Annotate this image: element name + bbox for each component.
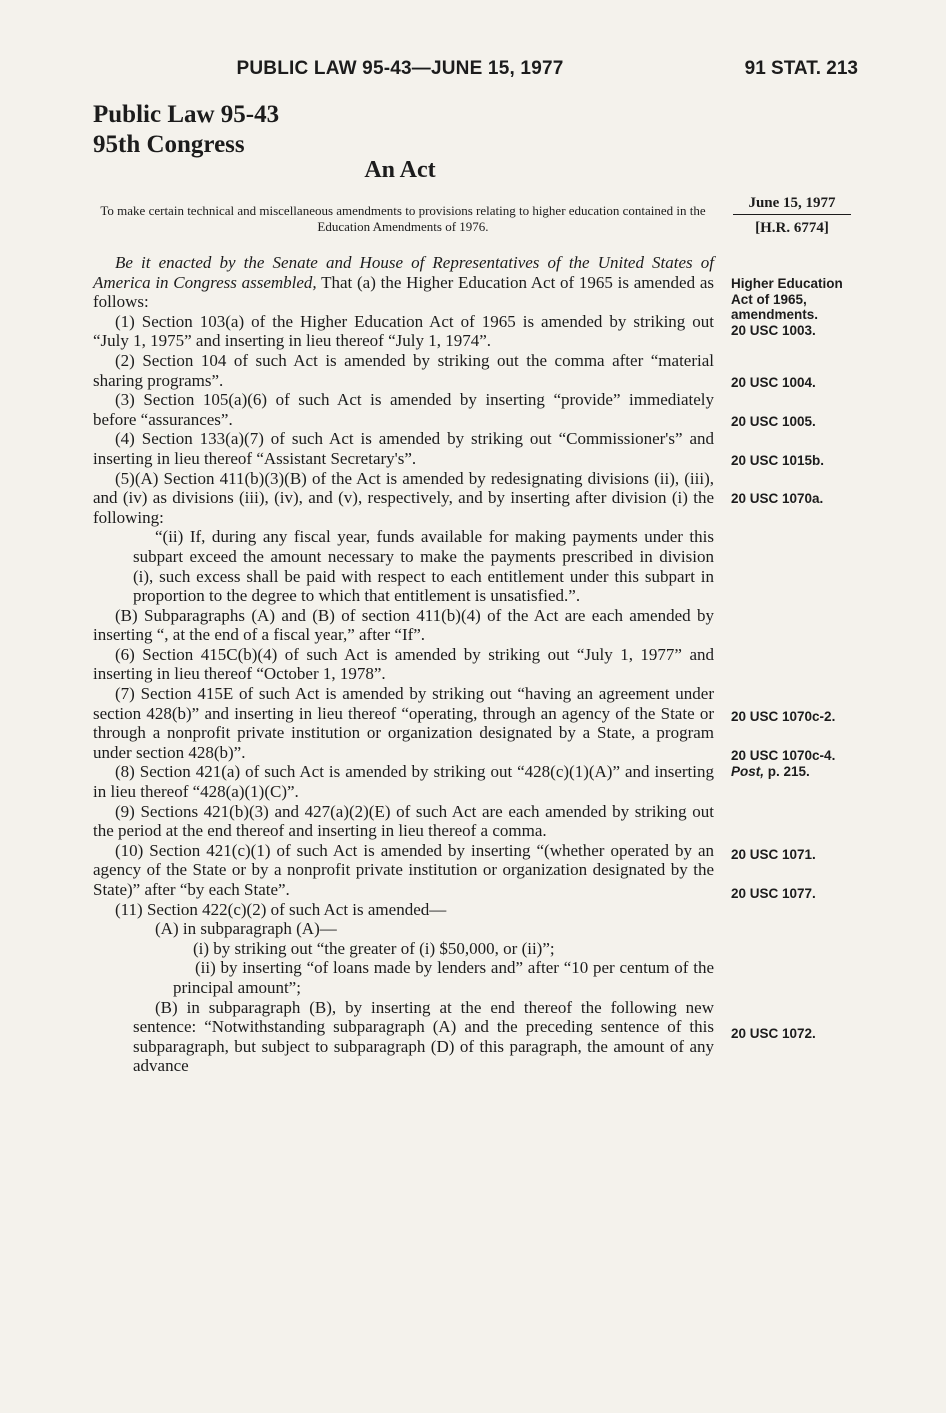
margin-hea-line-1: Higher Education xyxy=(731,276,843,291)
paragraph-3: (3) Section 105(a)(6) of such Act is amended by inserting “provide” immediately before “assurances”. xyxy=(93,390,714,429)
paragraph-6: (6) Section 415C(b)(4) of such Act is amended by striking out “July 1, 1977” and inserting in lieu thereof “October 1, 1978”. xyxy=(93,644,714,684)
paragraph-11a-i: (i) by striking out “the greater of (i) $50,000, or (ii)”; xyxy=(193,938,555,958)
paragraph-10: (10) Section 421(c)(1) of such Act is amended by inserting “(whether operated by an agency of the State or by a nonprofit private institution or organization designated by the State)” after “by each State”. xyxy=(93,840,714,899)
enacting-clause-italic: Be it enacted by the Senate and House of Representatives of the United States of America in Congress assembled, xyxy=(93,253,714,292)
margin-usc-1003: 20 USC 1003. xyxy=(731,322,816,338)
paragraph-9: (9) Sections 421(b)(3) and 427(a)(2)(E) of such Act are each amended by striking out the period at the end thereof and inserting in lieu thereof a comma. xyxy=(93,801,714,841)
margin-usc-1004: 20 USC 1004. xyxy=(731,375,816,390)
enacting-clause xyxy=(93,253,714,312)
margin-usc-1015b: 20 USC 1015b. xyxy=(731,453,825,468)
date-bill-box xyxy=(733,195,851,237)
paragraph-4: (4) Section 133(a)(7) of such Act is amended by striking out “Commissioner's” and inserting in lieu thereof “Assistant Secretary's”. xyxy=(93,429,714,468)
margin-note-1070c-4 xyxy=(731,748,835,779)
paragraph-1: (1) Section 103(a) of the Higher Education Act of 1965 is amended by striking out “July 1, 1975” and inserting in lieu thereof “July 1, 1974”. xyxy=(93,311,714,351)
paragraph-7: (7) Section 415E of such Act is amended by striking out “having an agreement under section 428(b)” and inserting in lieu thereof “operating, through an agency of the State or through a nonprofit private institution or organization designated by a State, a program under section 428(b)”. xyxy=(93,684,714,762)
margin-post-reference xyxy=(731,764,835,780)
margin-usc-1005: 20 USC 1005. xyxy=(731,414,816,429)
paragraph-2: (2) Section 104 of such Act is amended by striking out the comma after “material sharing programs”. xyxy=(93,350,714,390)
margin-usc-1072: 20 USC 1072. xyxy=(731,1026,816,1041)
paragraph-5a-quote: “(ii) If, during any fiscal year, funds available for making payments under this subpart exceed the amount necessary to make the payments prescribed in division (i), such excess shall be paid with respect to each entitlement under this subpart in proportion to the degree to which that entitlement is unsatisfied.”. xyxy=(133,527,714,606)
paragraph-11a: (A) in subparagraph (A)— xyxy=(155,919,337,939)
enacting-clause-rest: That (a) the Higher Education Act of 1965 is amended as follows: xyxy=(93,272,714,312)
paragraph-11b: (B) in subparagraph (B), by inserting at the end thereof the following new sentence: “Notwithstanding subparagraph (A) and the preceding sentence of this subparagraph, but subject to subparagraph (D) of this paragraph, the amount of any advance xyxy=(133,997,714,1076)
congress-number: 95th Congress xyxy=(93,131,245,158)
paragraph-11: (11) Section 422(c)(2) of such Act is amended— xyxy=(115,899,447,919)
margin-hea-line-2: Act of 1965, xyxy=(731,291,807,307)
margin-usc-1070a: 20 USC 1070a. xyxy=(731,491,824,506)
public-law-number: Public Law 95-43 xyxy=(93,101,280,128)
paragraph-11a-ii: (ii) by inserting “of loans made by lenders and” after “10 per centum of the principal amount”; xyxy=(173,958,714,997)
margin-note-hea xyxy=(731,276,843,338)
paragraph-5b: (B) Subparagraphs (A) and (B) of section 411(b)(4) of the Act are each amended by inserting “, at the end of a fiscal year,” after “If”. xyxy=(93,605,714,645)
margin-post-page: p. 215. xyxy=(764,763,810,779)
law-heading xyxy=(93,100,279,160)
margin-usc-1070c-4: 20 USC 1070c-4. xyxy=(731,748,836,763)
paragraph-5a: (5)(A) Section 411(b)(3)(B) of the Act is amended by redesignating divisions (ii), (iii), and (iv) as divisions (iii), (iv), and (v), respectively, and by inserting after division (i) the following: xyxy=(93,468,714,527)
act-purpose: To make certain technical and miscellaneous amendments to provisions relating to higher education contained in the Education Amendments of 1976. xyxy=(100,203,706,234)
margin-usc-1077: 20 USC 1077. xyxy=(731,886,816,901)
enactment-date: June 15, 1977 xyxy=(733,195,851,215)
paragraph-8: (8) Section 421(a) of such Act is amended by striking out “428(c)(1)(A)” and inserting in lieu thereof “428(a)(1)(C)”. xyxy=(93,762,714,802)
margin-usc-1070c-2: 20 USC 1070c-2. xyxy=(731,709,836,724)
margin-usc-1071: 20 USC 1071. xyxy=(731,847,816,862)
act-title: An Act xyxy=(364,157,436,183)
margin-hea-line-3: amendments. xyxy=(731,307,819,322)
statute-page-number: 91 STAT. 213 xyxy=(744,58,858,79)
bill-number: [H.R. 6774] xyxy=(755,220,829,236)
margin-post-word: Post, xyxy=(731,763,765,779)
act-body xyxy=(93,253,714,1076)
running-title: PUBLIC LAW 95-43—JUNE 15, 1977 xyxy=(236,58,564,79)
